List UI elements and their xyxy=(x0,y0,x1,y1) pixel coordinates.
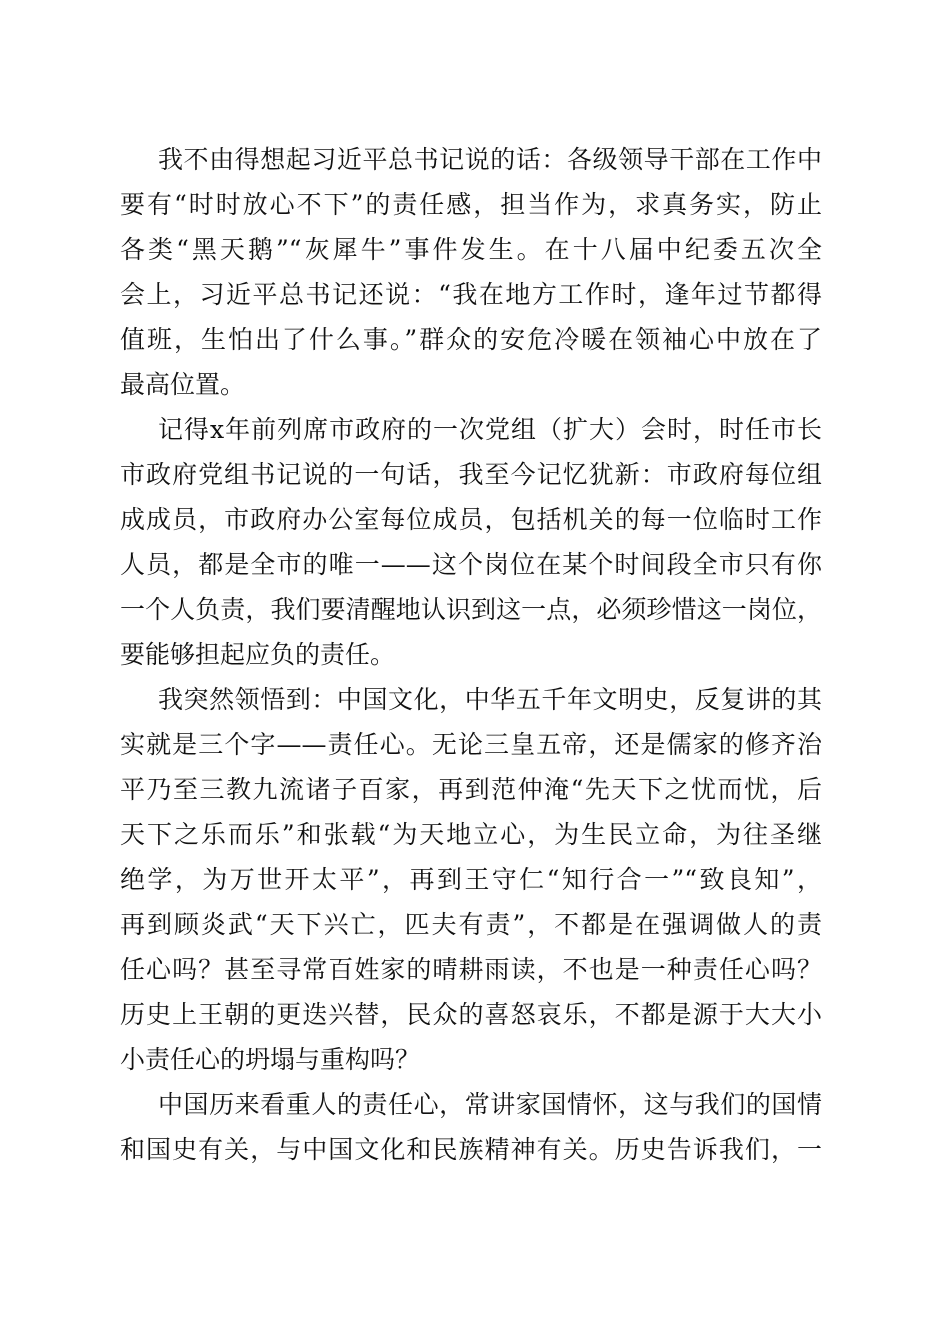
paragraph-3-line-1: 我突然领悟到：中国文化，中华五千年文明史，反复讲的其 xyxy=(158,685,822,714)
paragraph-1-line-6: 最高位置。 xyxy=(120,370,246,399)
paragraph-1-line-1: 我不由得想起习近平总书记说的话：各级领导干部在工作中 xyxy=(158,145,822,174)
paragraph-1-line-2: 要有“时时放心不下”的责任感，担当作为，求真务实，防止 xyxy=(120,190,822,219)
paragraph-3-line-4: 天下之乐而乐”和张载“为天地立心，为生民立命，为往圣继 xyxy=(120,820,822,849)
paragraph-2-line-6: 要能够担起应负的责任。 xyxy=(120,640,396,669)
paragraph-4-line-2: 和国史有关，与中国文化和民族精神有关。历史告诉我们，一 xyxy=(120,1135,822,1164)
paragraph-2-line-4: 人员，都是全市的唯一——这个岗位在某个时间段全市只有你 xyxy=(120,550,822,579)
paragraph-3-line-9: 小责任心的坍塌与重构吗？ xyxy=(120,1045,421,1074)
paragraph-2-line-5: 一个人负责，我们要清醒地认识到这一点，必须珍惜这一岗位， xyxy=(120,595,822,624)
paragraph-3-line-7: 任心吗？甚至寻常百姓家的晴耕雨读，不也是一种责任心吗？ xyxy=(120,955,822,984)
paragraph-1 xyxy=(120,137,822,407)
paragraph-4-line-1: 中国历来看重人的责任心，常讲家国情怀，这与我们的国情 xyxy=(158,1090,822,1119)
paragraph-2-line-1: 记得x年前列席市政府的一次党组（扩大）会时，时任市长 xyxy=(158,415,822,444)
paragraph-3-line-8: 历史上王朝的更迭兴替，民众的喜怒哀乐，不都是源于大大小 xyxy=(120,1000,822,1029)
paragraph-2-line-3: 成成员，市政府办公室每位成员，包括机关的每一位临时工作 xyxy=(120,505,822,534)
paragraph-1-line-3: 各类“黑天鹅”“灰犀牛”事件发生。在十八届中纪委五次全 xyxy=(120,235,822,264)
paragraph-1-line-5: 值班，生怕出了什么事。”群众的安危冷暖在领袖心中放在了 xyxy=(120,325,822,354)
paragraph-3 xyxy=(120,677,822,1082)
document-body xyxy=(120,137,822,1172)
paragraph-3-line-3: 平乃至三教九流诸子百家，再到范仲淹“先天下之忧而忧，后 xyxy=(120,775,822,804)
paragraph-3-line-6: 再到顾炎武“天下兴亡，匹夫有责”，不都是在强调做人的责 xyxy=(120,910,822,939)
paragraph-2 xyxy=(120,407,822,677)
paragraph-3-line-5: 绝学，为万世开太平”，再到王守仁“知行合一”“致良知”， xyxy=(120,865,822,894)
paragraph-2-line-2: 市政府党组书记说的一句话，我至今记忆犹新：市政府每位组 xyxy=(120,460,822,489)
paragraph-3-line-2: 实就是三个字——责任心。无论三皇五帝，还是儒家的修齐治 xyxy=(120,730,822,759)
paragraph-4 xyxy=(120,1082,822,1172)
paragraph-1-line-4: 会上，习近平总书记还说：“我在地方工作时，逢年过节都得 xyxy=(120,280,822,309)
